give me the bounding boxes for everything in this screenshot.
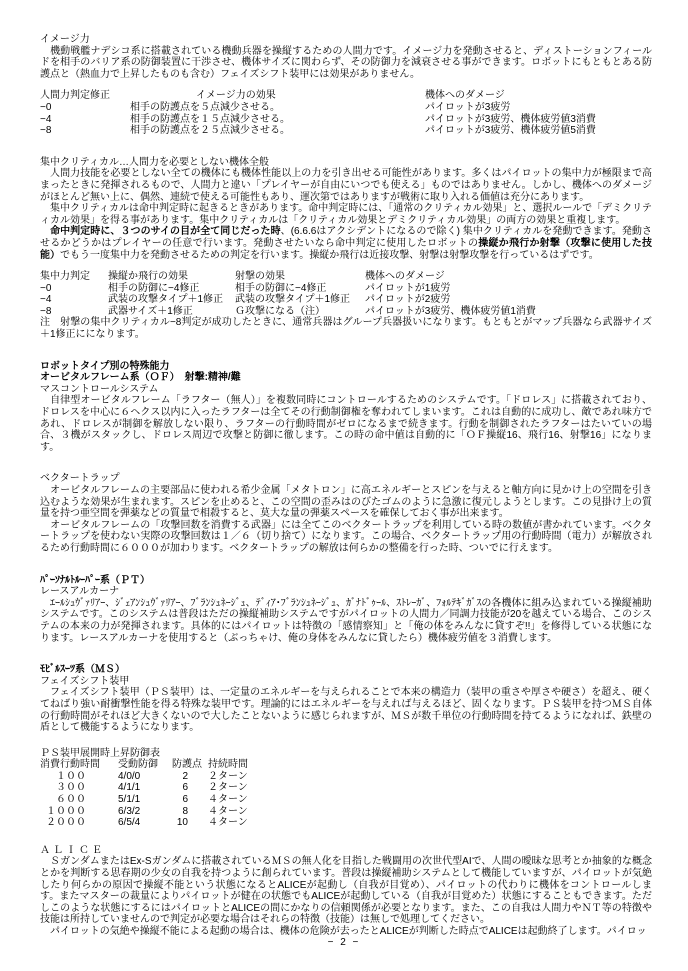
table-cell: パイロットが3疲労、機体疲労値3消費 [425, 113, 596, 125]
page-number: − 2 − [327, 937, 361, 949]
table-cell: パイロットが3疲労、機体疲労値5消費 [425, 125, 596, 137]
table-cell: 6/3/2 [118, 805, 141, 817]
column-header: 操縦か飛行の効果 [108, 271, 188, 283]
bold-segment: 命中判定時に、３つのサイの目が全て同じだった時 [50, 226, 281, 238]
heading-robot-types: ロボットタイプ別の特殊能力 [40, 360, 170, 372]
column-header: 人間力判定修正 [40, 90, 110, 102]
table-cell: −8 [40, 125, 52, 137]
table-cell: パイロットが2疲労 [365, 294, 451, 306]
mass-control-body: 自律型オービタルフレーム「ラフター（無人）」を複数同時にコントロールするためのシステムです。「ドロレス」に搭載されており、ドロレスを中心に６ヘクス以内に入ったラフターは全てその行動制御権を奪われてしまいます。これは自動的に成功し、敵であれ味方であれ、ドロレスが制御を解放しない限り、ラフターの行動時間がゼロになるまで続きます。行動を制御されたラフターはたいていの場合、３機がスタックし、ドロレス周辺で攻撃と防御に徹します。この時の命中値は自動的に「ＯＦ操縦16、飛行16、射撃16」になります。 [40, 395, 652, 453]
page-content [40, 34, 652, 938]
table-cell: パイロットが1疲労 [365, 282, 451, 294]
table-cell: パイロットが3疲労、機体疲労値1消費 [365, 305, 536, 317]
bold-segment: 操縦か飛行か射撃（攻撃に使用した技能） [40, 237, 652, 261]
table-cell: 2 [182, 770, 188, 782]
heading-race-arcana: レースアルカーナ [40, 586, 120, 598]
table-cell: 6 [182, 782, 188, 794]
table-cell: 6 [182, 794, 188, 806]
table-cell: １００ [56, 770, 86, 782]
table-cell: ２ターン [208, 782, 248, 794]
table-row [40, 306, 652, 318]
alice-para1: ＳガンダムまたはEx-Sガンダムに搭載されているＭＳの無人化を目指した戦闘用の次世代型AIで、人間の曖昧な思考とか抽象的な概念とかを判断する思春期の少女の自我を持つように創られています。普段は操縦補助システムとして機能していますが、パイロットが気絶したり何らかの原因で操縦不能という状態になるとALICEが起動し（自我が目覚め）、パイロットの代わりに機体をコントロールします。またマスターの裁量によりパイロットが健在の状態でもALICEが起動している（自我が目覚めた）状態にすることもできます。ただしこのような状態にするにはパイロットとALICEの間にかなりの信頼関係が必要となります。また、この自我は人間力やＮＴ等の特徴や技能は所持していませんので判定が必要な場合はそれらの特徴（技能）は無しで処理してください。 [40, 856, 652, 926]
concentration-para3 [40, 226, 652, 261]
column-header: 受動防御 [118, 759, 158, 771]
heading-mass-control-system: マスコントロールシステム [40, 383, 159, 395]
heading-personal-trooper: ﾊﾟｰｿﾅﾙﾄﾙｰﾊﾟｰ系（ＰＴ） [40, 574, 150, 586]
table-row [40, 782, 652, 794]
table-cell: −4 [40, 294, 52, 306]
table-row [40, 806, 652, 818]
table-cell: 相手の防護点を５点減少させる。 [130, 101, 280, 113]
table-row [40, 114, 652, 126]
race-arcana-body: ｴｰﾙｼｭｳﾞｧﾘｱｰ、ｼﾞｪｱﾝｼｭｳﾞｧﾘｱｰ、ﾌﾞﾗﾝｼｭﾈｰｼﾞｭ、ﾃﾞｨｱ･ﾌﾞﾗﾝｼｭﾈｰｼﾞｭ、ｶﾞﾅﾄﾞｩｰﾙ、ｽﾄﾚｰｶﾞ、ﾌｫﾙﾃｷﾞｶﾞｽの各機体に組み込まれている操縦補助システムです。このシステムは普段はただの操縦補助システムですがパイロットの人間力／同調力技能が20を越えている場合、このシステムの本来の力が発揮されます。具体的にはパイロットは特徴の「感情察知」と「俺の体をみんなに貸すぞ!!」を修得している状態になります。レースアルカーナを使用すると（ぶっちゃけ、俺の身体をみんなに貸したら）機体疲労値を３消費します。 [40, 597, 652, 644]
table-cell: ３００ [56, 782, 86, 794]
column-header: 射撃の効果 [235, 271, 285, 283]
table-row [40, 102, 652, 114]
table-cell: −0 [40, 282, 52, 294]
table-header-row [40, 90, 652, 102]
table-cell: −0 [40, 101, 52, 113]
image-power-body: 機動戦艦ナデシコ系に搭載されている機動兵器を操縦するための人間力です。イメージ力を発動させると、ディストーションフィールドを相手のバリア系の防御装置に干渉させ、機体サイズに関わらず、その防御力を減衰させる事ができます。ロボットにもともとある防護点と（熱血力で上昇したものも含む）フェイズシフト装甲には効果がありません。 [40, 45, 652, 80]
table-header-row [40, 759, 652, 771]
heading-orbital-frame: オービタルフレーム系（ＯＦ） 射撃:精神/難 [40, 372, 241, 384]
table-cell: 相手の防護点を２５点減少させる。 [130, 125, 290, 137]
column-header: 機体へのダメージ [365, 271, 445, 283]
table-cell: 4/1/1 [118, 782, 141, 794]
table-row [40, 125, 652, 137]
table-cell: 8 [182, 805, 188, 817]
table-row [40, 771, 652, 783]
image-power-table [40, 90, 652, 136]
alice-para2: パイロットの気絶や操縦不能による起動の場合は、機体の危険が去ったとALICEが判断した時点でALICEは起動終了します。パイロッ [40, 926, 647, 937]
heading-phase-shift-armor: フェイズシフト装甲 [40, 675, 130, 687]
text-segment: でもう一度集中力を発動させるための判定を行います。操縦か飛行は近接攻撃、射撃は射撃攻撃を行っているはずです。 [60, 249, 599, 261]
table-cell: 6/5/4 [118, 817, 141, 829]
table-cell: ６００ [56, 794, 86, 806]
concentration-para1: 人間力技能を必要としない全ての機体にも機体性能以上の力を引き出せる可能性があります。多くはパイロットの集中力が極限まで高まったときに発揮されるもので、人間力と違い「プレイヤーが自由にいつでも使える」ものではありません。しかし、機体へのダメージがほとんど無い上に、偶然、連続で使える可能性もあり、運次第ではありますが戦術に取り入れる価値は充分にあります。 [40, 168, 652, 203]
heading-vector-trap: ベクタートラップ [40, 473, 120, 485]
table-cell: 10 [176, 817, 188, 829]
vector-trap-para1: オービタルフレームの主要部品に使われる希少金属「メタトロン」に高エネルギーとスピンを与えると軸方向に見かけ上の空間を引き込むような効果が生まれます。スピンを止めると、この空間の歪みはのびたゴムのように急激に復元しようとします。この見掛け上の質量を持つ亜空間を弾薬などの質量で相殺すると、莫大な量の弾薬スペースを確保しておく事が出来ます。 [40, 485, 652, 520]
table-cell: Ｇ攻撃になる（注） [235, 305, 325, 317]
table-row [40, 817, 652, 829]
table-cell: 相手の防護点を１５点減少させる。 [130, 113, 290, 125]
column-header: 持続時間 [208, 759, 248, 771]
table-cell: 相手の防御に−4修正 [235, 282, 327, 294]
heading-mobile-suit: ﾓﾋﾞﾙｽｰﾂ系（ＭＳ） [40, 664, 125, 676]
table-row [40, 294, 652, 306]
table-cell: 武器サイズ＋1修正 [108, 305, 193, 317]
concentration-table-note: 注 射撃の集中クリティカル−8判定が成功したときに、通常兵器はグループ兵器扱いになります。もともとがマップ兵器なら武器サイズ＋1修正にになります。 [40, 317, 652, 341]
column-header: 防護点 [172, 759, 202, 771]
table-cell: パイロットが3疲労 [425, 101, 511, 113]
table-cell: ２０００ [46, 817, 86, 829]
table-cell: 相手の防御に−4修正 [108, 282, 200, 294]
table-cell: ４ターン [208, 794, 248, 806]
concentration-table [40, 271, 652, 317]
heading-image-power: イメージ力 [40, 34, 90, 45]
table-cell: １０００ [46, 805, 86, 817]
heading-alice: ＡＬＩＣＥ [40, 844, 105, 856]
column-header: 消費行動時間 [40, 759, 100, 771]
table-cell: ２ターン [208, 770, 248, 782]
heading-concentration-critical: 集中クリティカル…人間力を必要としない機体全般 [40, 156, 269, 168]
table-cell: ４ターン [208, 817, 248, 829]
table-cell: 武装の攻撃タイプ＋1修正 [108, 294, 224, 306]
ps-armor-table [40, 759, 652, 829]
table-row [40, 283, 652, 295]
table-cell: ４ターン [208, 805, 248, 817]
text-segment: 、(6.6.6はアクシデントになるので除く) 集中クリティカルを発動できます。発動させるかどうかはプレイヤーの任意で行います。発動させたいなら命中判定に使用したロボットの [40, 226, 652, 249]
table-cell: −8 [40, 305, 52, 317]
column-header: イメージ力の効果 [196, 90, 276, 102]
table-row [40, 794, 652, 806]
column-header: 集中力判定 [40, 271, 90, 283]
text-segment [40, 226, 50, 237]
table-cell: −4 [40, 113, 52, 125]
vector-trap-para2: オービタルフレームの「攻撃回数を消費する武器」には全てこのベクタートラップを利用している時の数値が書かれています。ベクタートラップを使わない実際の攻撃回数は１／６（切り捨て）になります。この場合、ベクタートラップ用の行動時間（電力）が解放されるため行動時間に６０００が加わります。ベクタートラップの解放は何らかの整備を行った時、ついでに行えます。 [40, 519, 652, 554]
column-header: 機体へのダメージ [425, 90, 505, 102]
table-cell: 4/0/0 [118, 770, 141, 782]
phase-shift-body: フェイズシフト装甲（ＰＳ装甲）は、一定量のエネルギーを与えられることで本来の構造力（装甲の重さや厚さや硬さ）を超え、硬くてねばり強い耐衝撃性能を得る特殊な装甲です。理論的にはエネルギーを与えれば与えるほど、固くなります。ＰＳ装甲を持つＭＳ自体の行動時間がそれほど大きくないので大したことないように感じられますが、ＭＳが数千単位の行動時間を持てるようになれば、鉄壁の盾として機能するようになります。 [40, 687, 652, 734]
heading-ps-armor-table: ＰＳ装甲展開時上昇防御表 [40, 747, 160, 759]
concentration-para2: 集中クリティカルは命中判定時に起きるときがあります。命中判定時には、「通常のクリティカル効果」と、選択ルールで「デミクリティカル効果」を得る事があります。集中クリティカルは「クリティカル効果とデミクリティカル効果」の両方の効果と重複します。 [40, 203, 652, 226]
table-cell: 武装の攻撃タイプ＋1修正 [235, 294, 351, 306]
table-header-row [40, 271, 652, 283]
table-cell: 5/1/1 [118, 794, 141, 806]
